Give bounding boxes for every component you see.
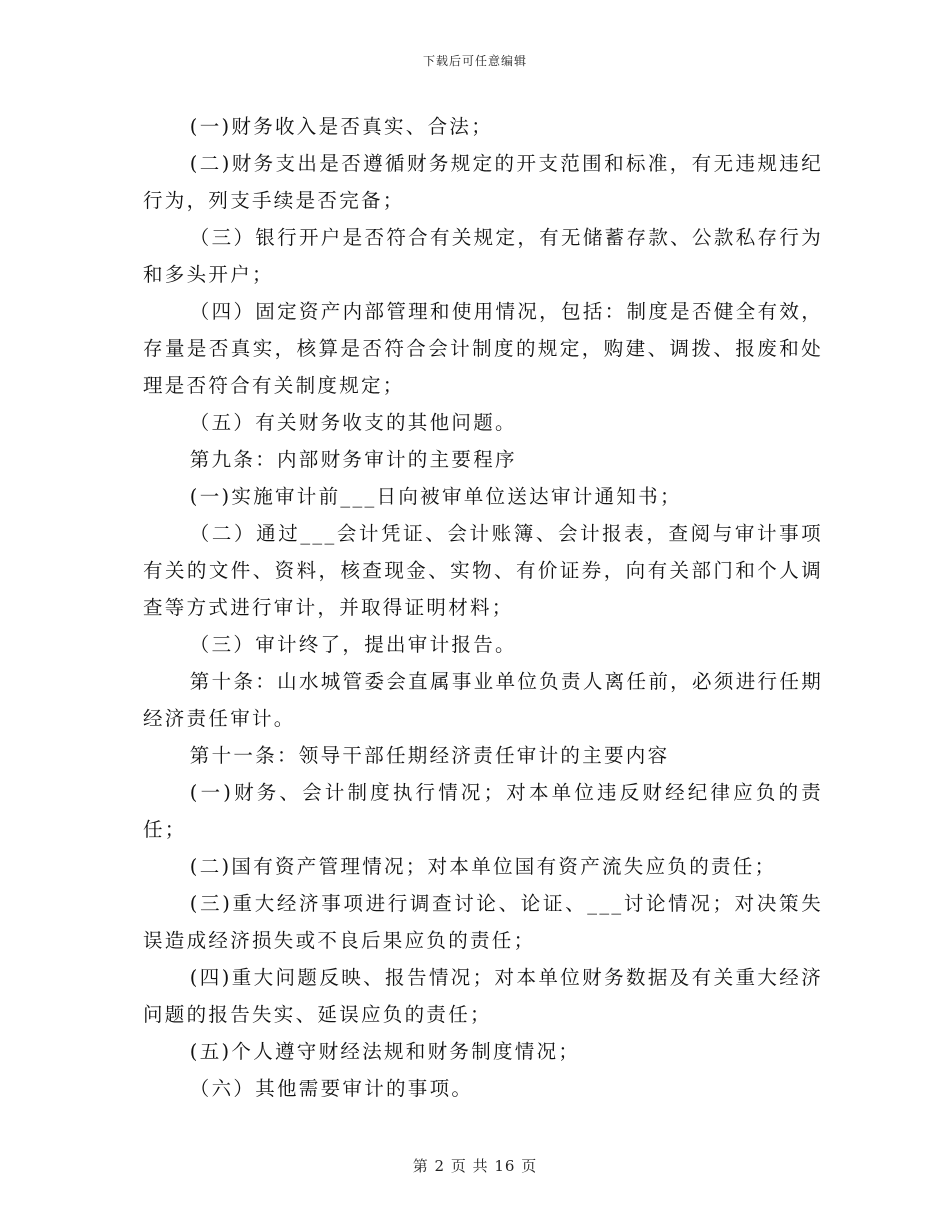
paragraph-income: (一)财务收入是否真实、合法； — [189, 115, 494, 138]
paragraph-accounting-system: (一)财务、会计制度执行情况；对本单位违反财经纪律应负的责任； — [143, 781, 823, 841]
paragraph-state-assets: (二)国有资产管理情况；对本单位国有资产流失应负的责任； — [189, 855, 777, 878]
article-10: 第十条：山水城管委会直属事业单位负责人离任前，必须进行任期经济责任审计。 — [143, 670, 823, 730]
paragraph-expenditure: (二)财务支出是否遵循财务规定的开支范围和标准，有无违规违纪行为，列支手续是否完备； — [143, 152, 823, 212]
article-9-heading: 第九条：内部财务审计的主要程序 — [189, 448, 517, 471]
paragraph-audit-methods: （二）通过___会计凭证、会计账簿、会计报表，查阅与审计事项有关的文件、资料，核查现金、实物、有价证券，向有关部门和个人调查等方式进行审计，并取得证明材料； — [143, 522, 823, 619]
page-header: 下载后可任意编辑 — [422, 54, 527, 68]
paragraph-other-issues: （五）有关财务收支的其他问题。 — [189, 411, 517, 434]
paragraph-major-issues-report: (四)重大问题反映、报告情况；对本单位财务数据及有关重大经济问题的报告失实、延误应负的责任； — [143, 966, 823, 1026]
article-11-heading: 第十一条：领导干部任期经济责任审计的主要内容 — [189, 744, 670, 767]
paragraph-bank-account: （三）银行开户是否符合有关规定，有无储蓄存款、公款私存行为和多头开户； — [143, 226, 823, 286]
page-number: 第 2 页 共 16 页 — [412, 1157, 538, 1175]
paragraph-audit-notice: (一)实施审计前___日向被审单位送达审计通知书； — [189, 485, 682, 508]
paragraph-personal-compliance: (五)个人遵守财经法规和财务制度情况； — [189, 1040, 581, 1063]
paragraph-audit-report: （三）审计终了，提出审计报告。 — [189, 633, 517, 656]
paragraph-fixed-assets: （四）固定资产内部管理和使用情况，包括：制度是否健全有效，存量是否真实，核算是否符合会计制度的规定，购建、调拨、报废和处理是否符合有关制度规定； — [143, 300, 823, 397]
document-body — [143, 108, 823, 1107]
paragraph-major-matters: (三)重大经济事项进行调查讨论、论证、___讨论情况；对决策失误造成经济损失或不良后果应负的责任； — [143, 892, 823, 952]
paragraph-other-audit-items: （六）其他需要审计的事项。 — [189, 1077, 474, 1100]
